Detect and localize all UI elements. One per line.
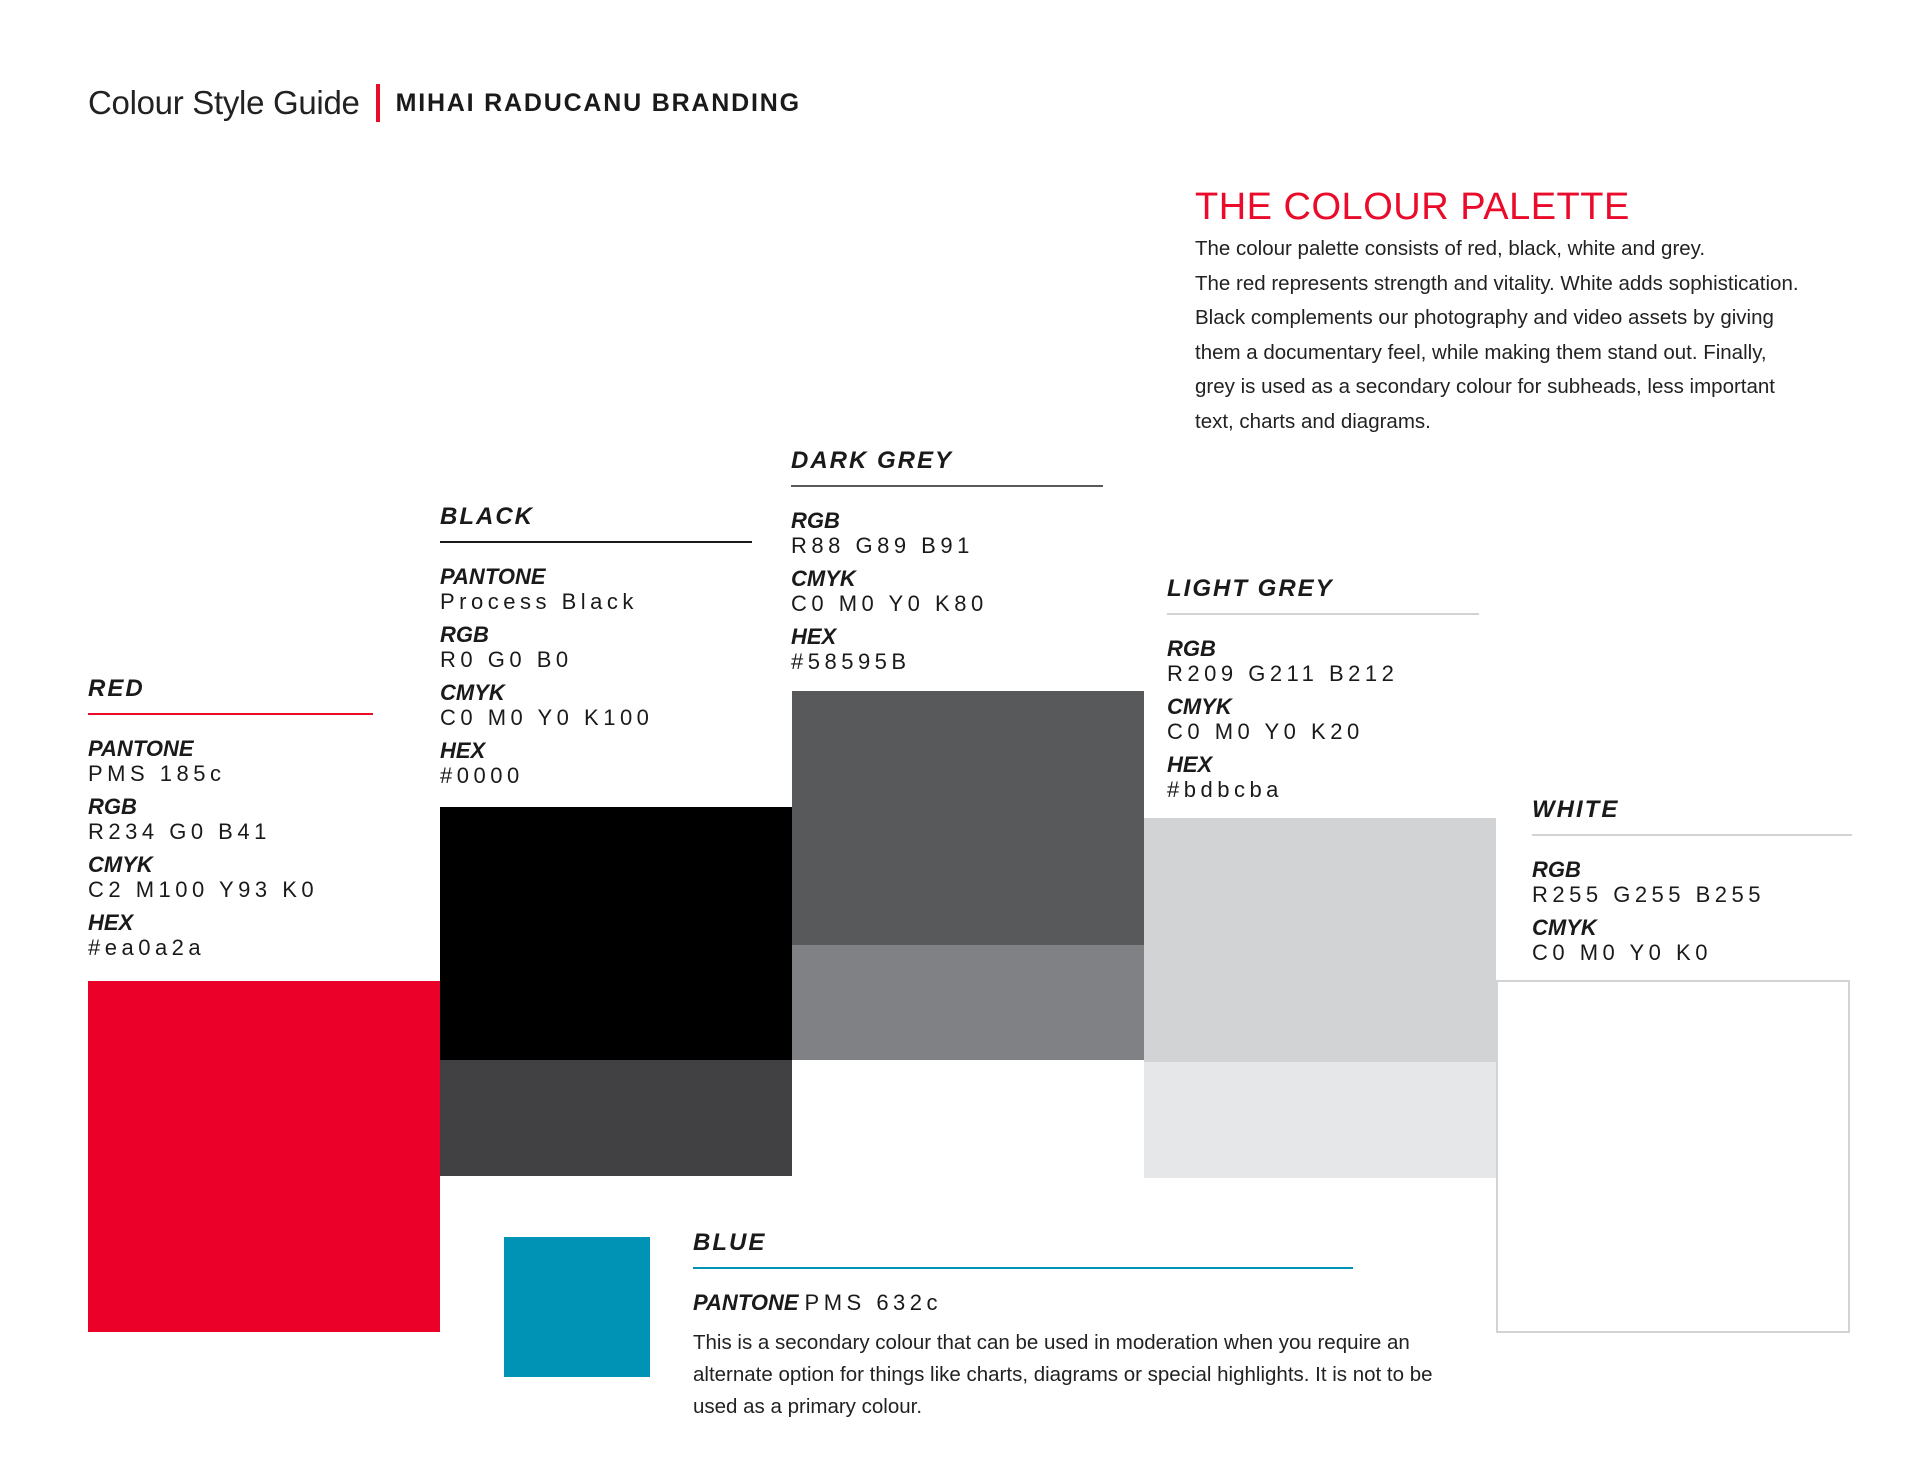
black-rule: [440, 541, 752, 543]
red-cmyk-value: C2 M100 Y93 K0: [88, 877, 319, 902]
white-rule: [1532, 834, 1852, 836]
light-grey-swatch: [1144, 818, 1496, 1062]
red-name: RED: [88, 675, 145, 702]
dark-grey-info: [791, 447, 1103, 683]
red-rule: [88, 713, 373, 715]
palette-line: Black complements our photography and video assets by giving: [1195, 306, 1774, 329]
white-cmyk-label: CMYK: [1532, 915, 1597, 940]
palette-line: The colour palette consists of red, black, white and grey.: [1195, 237, 1706, 260]
dark-grey-rgb-value: R88 G89 B91: [791, 533, 974, 558]
black-tint-swatch: [440, 1060, 792, 1176]
red-hex-value: #ea0a2a: [88, 935, 206, 960]
dark-grey-hex-value: #58595B: [791, 649, 911, 674]
page-title: Colour Style Guide: [88, 84, 360, 121]
dark-grey-rgb-label: RGB: [791, 508, 840, 533]
light-grey-hex-value: #bdbcba: [1167, 777, 1283, 802]
red-swatch: [88, 981, 440, 1332]
light-grey-cmyk-label: CMYK: [1167, 694, 1232, 719]
black-swatch: [440, 807, 792, 1060]
white-info: [1532, 796, 1852, 974]
palette-heading: THE COLOUR PALETTE: [1195, 186, 1630, 228]
black-rgb-value: R0 G0 B0: [440, 647, 573, 672]
black-hex-label: HEX: [440, 738, 486, 763]
dark-grey-cmyk-value: C0 M0 Y0 K80: [791, 591, 988, 616]
light-grey-rule: [1167, 613, 1479, 615]
red-cmyk-label: CMYK: [88, 852, 153, 877]
white-rgb-value: R255 G255 B255: [1532, 882, 1766, 907]
blue-rule: [693, 1267, 1353, 1269]
red-hex-label: HEX: [88, 910, 134, 935]
red-rgb-label: RGB: [88, 794, 137, 819]
black-cmyk-value: C0 M0 Y0 K100: [440, 705, 654, 730]
dark-grey-cmyk-label: CMYK: [791, 566, 856, 591]
light-grey-cmyk-value: C0 M0 Y0 K20: [1167, 719, 1364, 744]
black-hex-value: #0000: [440, 763, 524, 788]
blue-pantone-label: PANTONE: [693, 1290, 799, 1315]
black-name: BLACK: [440, 503, 534, 530]
light-grey-rgb-label: RGB: [1167, 636, 1216, 661]
blue-name: BLUE: [693, 1229, 767, 1256]
page-header: [88, 84, 801, 122]
white-name: WHITE: [1532, 796, 1620, 823]
black-cmyk-label: CMYK: [440, 680, 505, 705]
palette-line: them a documentary feel, while making them stand out. Finally,: [1195, 340, 1767, 364]
white-rgb-label: RGB: [1532, 857, 1581, 882]
red-info: [88, 675, 373, 969]
blue-pantone-value: PMS 632c: [804, 1290, 943, 1315]
red-pantone-label: PANTONE: [88, 736, 194, 761]
light-grey-name: LIGHT GREY: [1167, 575, 1334, 602]
palette-line: The red represents strength and vitality. White adds sophistication.: [1195, 271, 1799, 295]
dark-grey-swatch: [792, 691, 1144, 945]
title-divider: [376, 84, 380, 122]
light-grey-rgb-value: R209 G211 B212: [1167, 661, 1399, 686]
blue-pantone: [693, 1289, 1433, 1317]
dark-grey-hex-label: HEX: [791, 624, 837, 649]
black-rgb-label: RGB: [440, 622, 489, 647]
palette-line: grey is used as a secondary colour for subheads, less important: [1195, 375, 1775, 398]
red-rgb-value: R234 G0 B41: [88, 819, 271, 844]
page-subtitle: MIHAI RADUCANU BRANDING: [395, 88, 801, 117]
black-pantone-value: Process Black: [440, 589, 638, 614]
dark-grey-tint-swatch: [792, 945, 1144, 1060]
light-grey-hex-label: HEX: [1167, 752, 1213, 777]
light-grey-tint-swatch: [1144, 1062, 1496, 1178]
dark-grey-name: DARK GREY: [791, 447, 954, 474]
palette-line: text, charts and diagrams.: [1195, 409, 1431, 433]
blue-swatch: [504, 1237, 650, 1377]
white-swatch: [1496, 980, 1850, 1333]
white-cmyk-value: C0 M0 Y0 K0: [1532, 940, 1712, 965]
palette-description: [1195, 232, 1875, 439]
black-info: [440, 503, 752, 797]
dark-grey-rule: [791, 485, 1103, 487]
blue-description: This is a secondary colour that can be used in moderation when you require an alternate option for things like charts, diagrams or special highlights. It is not to be used as a primary colour.: [693, 1331, 1433, 1418]
black-pantone-label: PANTONE: [440, 564, 546, 589]
red-pantone-value: PMS 185c: [88, 761, 226, 786]
blue-info: [693, 1229, 1433, 1423]
light-grey-info: [1167, 575, 1479, 811]
